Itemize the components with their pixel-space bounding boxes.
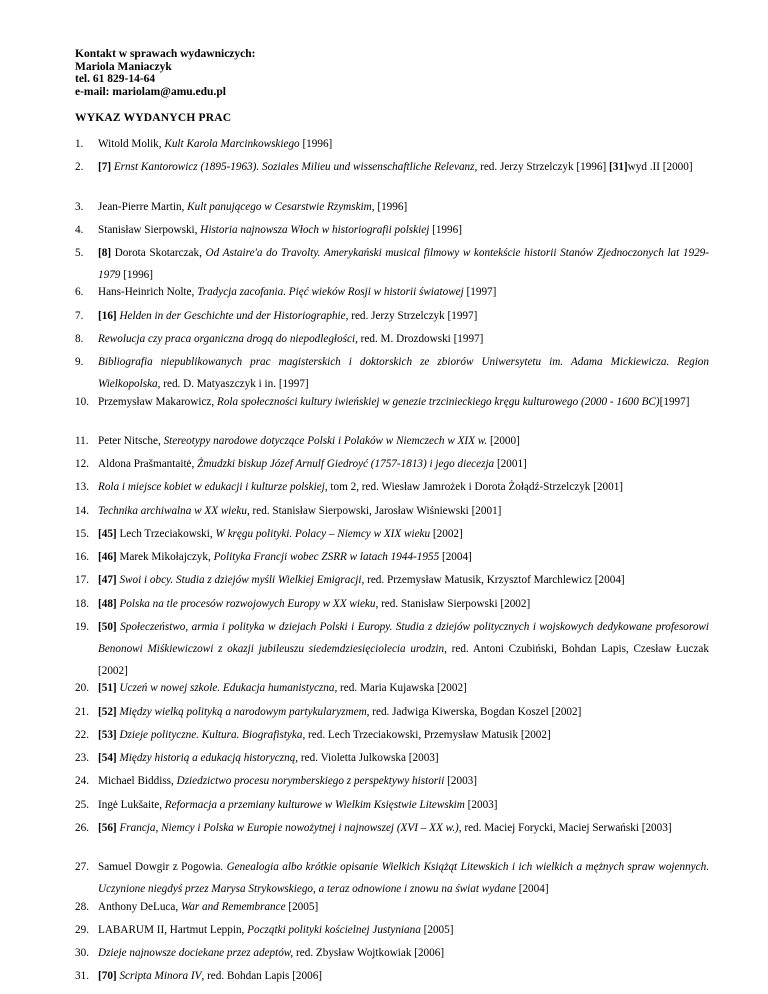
- text-segment: [2000]: [487, 435, 520, 447]
- publication-title: Swoi i obcy. Studia z dziejów myśli Wielkiej Emigracji,: [119, 574, 365, 586]
- list-item-text: [98, 391, 709, 413]
- publication-title: War and Remembrance: [180, 901, 286, 913]
- publication-title: Uczeń w nowej szkole. Edukacja humanistyczna,: [119, 682, 338, 694]
- list-item-text: [98, 453, 709, 475]
- text-segment: Peter Nitsche,: [98, 435, 164, 447]
- list-item-text: [98, 569, 709, 591]
- publication-title: Bibliografia niepublikowanych prac magisterskich i doktorskich ze zbiorów Uniwersytetu im. Adama Mickiewicza. Region Wielkopolska: [98, 356, 709, 390]
- publication-title: Scripta Minora IV: [119, 970, 202, 982]
- publication-title: Początki polityki kościelnej Justyniana: [247, 924, 421, 936]
- list-item-text: [98, 794, 709, 816]
- publication-title: Polityka Francji wobec ZSRR w latach 1944-1955: [213, 551, 440, 563]
- publication-title: Tradycja zacofania. Pięć wieków Rosji w historii światowej: [197, 286, 464, 298]
- series-number: [52]: [98, 706, 120, 718]
- list-item-text: [98, 677, 709, 699]
- list-item-text: [98, 219, 709, 241]
- list-item-number: 6.: [75, 286, 84, 298]
- list-item-text: [98, 919, 709, 941]
- text-segment: , red. Bohdan Lapis [2006]: [201, 970, 323, 982]
- list-item-number: 10.: [75, 396, 89, 408]
- list-item-text: [98, 546, 709, 568]
- list-item-number: 17.: [75, 574, 89, 586]
- series-number: [31]: [609, 161, 628, 173]
- text-segment: red. Jerzy Strzelczyk [1996]: [477, 161, 610, 173]
- list-item-text: [98, 500, 709, 522]
- contact-name: Mariola Maniaczyk: [75, 60, 172, 73]
- publication-title: Dziedzictwo procesu norymberskiego z perspektywy historii: [176, 775, 445, 787]
- list-item-number: 14.: [75, 505, 89, 517]
- publication-title: Ernst Kantorowicz (1895-1963). Soziales Milieu und wissenschaftliche Relevanz,: [113, 161, 478, 173]
- publication-title: Rola społeczności kultury iwieńskiej w genezie trzcinieckiego kręgu kulturowego (2000 - 1600 BC): [216, 396, 660, 408]
- list-item-text: [98, 328, 709, 350]
- list-item-number: 4.: [75, 224, 84, 236]
- list-item-number: 15.: [75, 528, 89, 540]
- list-item-text: [98, 523, 709, 545]
- publication-title: Dzieje polityczne. Kultura. Biografistyka,: [119, 729, 306, 741]
- list-item-number: 19.: [75, 621, 89, 633]
- publication-title: Między wielką polityką a narodowym partykularyzmem,: [119, 706, 370, 718]
- publication-title: Między historią a edukacją historyczną,: [119, 752, 299, 764]
- text-segment: Lech Trzeciakowski,: [119, 528, 216, 540]
- list-item-text: [98, 196, 709, 218]
- series-number: [56]: [98, 822, 120, 834]
- list-item-number: 20.: [75, 682, 89, 694]
- publication-title: Od Astaire'a do Travolty. Amerykański musical filmowy w kontekście historii Stanów Zjednoczonych lat 1929-1979: [98, 247, 709, 281]
- publications-heading: WYKAZ WYDANYCH PRAC: [75, 112, 232, 124]
- publication-title: Polska na tle procesów rozwojowych Europy w XX wieku,: [119, 598, 379, 610]
- series-number: [7]: [98, 161, 114, 173]
- series-number: [45]: [98, 528, 120, 540]
- series-number: [47]: [98, 574, 120, 586]
- list-item-text: [98, 351, 709, 395]
- series-number: [54]: [98, 752, 120, 764]
- text-segment: [1997]: [659, 396, 690, 408]
- publication-title: Helden in der Geschichte und der Historiographie: [119, 310, 346, 322]
- list-item-text: [98, 133, 709, 155]
- list-item-number: 24.: [75, 775, 89, 787]
- list-item-number: 11.: [75, 435, 89, 447]
- series-number: [53]: [98, 729, 120, 741]
- text-segment: Michael Biddiss,: [98, 775, 177, 787]
- publication-title: Historia najnowsza Włoch w historiografii polskiej: [200, 224, 430, 236]
- publication-title: Żmudzki biskup Józef Arnulf Giedroyć (1757-1813) i jego diecezja: [197, 458, 495, 470]
- list-item-text: [98, 616, 709, 682]
- series-number: [16]: [98, 310, 120, 322]
- list-item-number: 27.: [75, 861, 89, 873]
- text-segment: [2001]: [494, 458, 527, 470]
- list-item-number: 21.: [75, 706, 89, 718]
- text-segment: red. M. Drozdowski [1997]: [357, 333, 484, 345]
- text-segment: Ingė Lukšaite,: [98, 799, 165, 811]
- text-segment: , red. Jerzy Strzelczyk [1997]: [345, 310, 478, 322]
- publication-title: W kręgu polityki. Polacy – Niemcy w XIX wieku: [215, 528, 431, 540]
- list-item-number: 16.: [75, 551, 89, 563]
- list-item-text: [98, 305, 709, 327]
- text-segment: Anthony DeLuca,: [98, 901, 181, 913]
- text-segment: Marek Mikołajczyk,: [119, 551, 214, 563]
- text-segment: Witold Molik,: [98, 138, 165, 150]
- series-number: [8]: [98, 247, 115, 259]
- list-item-number: 9.: [75, 356, 84, 368]
- list-item-number: 2.: [75, 161, 84, 173]
- list-item-text: [98, 430, 709, 452]
- contact-phone: tel. 61 829-14-64: [75, 73, 156, 85]
- list-item-text: [98, 965, 709, 987]
- list-item-number: 1.: [75, 138, 84, 150]
- text-segment: [2005]: [285, 901, 319, 913]
- text-segment: red. Zbysław Wojtkowiak [2006]: [293, 947, 445, 959]
- text-segment: red. Violetta Julkowska [2003]: [298, 752, 439, 764]
- list-item-text: [98, 896, 709, 918]
- text-segment: Jean-Pierre Martin,: [98, 201, 188, 213]
- list-item-text: [98, 156, 709, 178]
- list-item-number: 7.: [75, 310, 84, 322]
- text-segment: , tom 2, red. Wiesław Jamrożek i Dorota Żołądź-Strzelczyk [2001]: [324, 481, 624, 493]
- text-segment: Aldona Prašmantaitė,: [98, 458, 198, 470]
- text-segment: red. Stanisław Sierpowski [2002]: [378, 598, 531, 610]
- series-number: [48]: [98, 598, 120, 610]
- contact-email: e-mail: mariolam@amu.edu.pl: [75, 85, 226, 98]
- list-item-text: [98, 242, 709, 286]
- text-segment: [1996]: [120, 269, 153, 281]
- text-segment: , red. Antoni Czubiński, Bohdan Lapis, Czesław Łuczak [2002]: [98, 643, 709, 677]
- text-segment: Stanisław Sierpowski,: [98, 224, 201, 236]
- text-segment: Przemysław Makarowicz,: [98, 396, 217, 408]
- text-segment: red. Jadwiga Kiwerska, Bogdan Koszel [2002]: [369, 706, 582, 718]
- text-segment: red. Maria Kujawska [2002]: [337, 682, 467, 694]
- text-segment: [2004]: [515, 883, 549, 895]
- list-item-text: [98, 942, 709, 964]
- contact-line-1: Kontakt w sprawach wydawniczych:: [75, 48, 256, 60]
- list-item-text: [98, 281, 709, 303]
- text-segment: red. Przemysław Matusik, Krzysztof Marchlewicz [2004]: [364, 574, 625, 586]
- list-item-number: 22.: [75, 729, 89, 741]
- list-item-number: 5.: [75, 247, 84, 259]
- publication-title: Rola i miejsce kobiet w edukacji i kulturze polskiej: [98, 481, 325, 493]
- list-item-number: 29.: [75, 924, 89, 936]
- list-item-text: [98, 747, 709, 769]
- publication-title: Rewolucja czy praca organiczna drogą do niepodległości,: [98, 333, 358, 345]
- text-segment: Hans-Heinrich Nolte,: [98, 286, 198, 298]
- text-segment: , red. D. Matyaszczyk i in. [1997]: [157, 378, 309, 390]
- text-segment: Samuel Dowgir z Pogowia.: [98, 861, 227, 873]
- list-item-number: 23.: [75, 752, 89, 764]
- publication-title: Stereotypy narodowe dotyczące Polski i Polaków w Niemczech w XIX w.: [163, 435, 488, 447]
- list-item-text: [98, 476, 709, 498]
- series-number: [46]: [98, 551, 120, 563]
- text-segment: , red. Stanisław Sierpowski, Jarosław Wiśniewski [2001]: [246, 505, 502, 517]
- text-segment: [1997]: [463, 286, 497, 298]
- text-segment: [2003]: [464, 799, 498, 811]
- publication-title: Francja, Niemcy i Polska w Europie nowożytnej i najnowszej (XVI – XX w.): [119, 822, 459, 834]
- text-segment: Dorota Skotarczak,: [114, 247, 206, 259]
- text-segment: [1996]: [299, 138, 333, 150]
- list-item-text: [98, 724, 709, 746]
- list-item-number: 13.: [75, 481, 89, 493]
- list-item-text: [98, 817, 709, 839]
- list-item-number: 18.: [75, 598, 89, 610]
- publication-title: Dzieje najnowsze dociekane przez adeptów,: [98, 947, 294, 959]
- list-item-number: 12.: [75, 458, 89, 470]
- series-number: [70]: [98, 970, 120, 982]
- text-segment: [2002]: [430, 528, 463, 540]
- text-segment: red. Lech Trzeciakowski, Przemysław Matusik [2002]: [305, 729, 551, 741]
- text-segment: wyd .II [2000]: [627, 161, 693, 173]
- list-item-text: [98, 770, 709, 792]
- list-item-number: 28.: [75, 901, 89, 913]
- text-segment: , red. Maciej Forycki, Maciej Serwański [2003]: [458, 822, 672, 834]
- text-segment: , [1996]: [371, 201, 408, 213]
- series-number: [50]: [98, 621, 121, 633]
- list-item-text: [98, 701, 709, 723]
- text-segment: [2005]: [420, 924, 454, 936]
- text-segment: [2003]: [444, 775, 477, 787]
- list-item-number: 31.: [75, 970, 89, 982]
- list-item-number: 8.: [75, 333, 84, 345]
- text-segment: [2004]: [439, 551, 472, 563]
- list-item-text: [98, 593, 709, 615]
- list-item-number: 30.: [75, 947, 89, 959]
- publication-title: Reformacja a przemiany kulturowe w Wielkim Księstwie Litewskim: [164, 799, 465, 811]
- publication-title: Kult Karola Marcinkowskiego: [164, 138, 300, 150]
- list-item-number: 25.: [75, 799, 89, 811]
- series-number: [51]: [98, 682, 120, 694]
- publication-title: Kult panującego w Cesarstwie Rzymskim: [187, 201, 372, 213]
- publication-title: Społeczeństwo, armia i polityka w dziejach Polski i Europy. Studia z dziejów politycznych i wojskowych dedykowane profesorowi Benonowi Miśkiewiczowi z okazji jubileuszu siedemdziesięciolecia urodzin: [98, 621, 709, 655]
- text-segment: [1996]: [429, 224, 462, 236]
- text-segment: LABARUM II, Hartmut Leppin,: [98, 924, 248, 936]
- list-item-number: 26.: [75, 822, 89, 834]
- list-item-text: [98, 856, 709, 900]
- publication-title: Genealogia albo krótkie opisanie Wielkich Książąt Litewskich i ich wielkich a mężnych spraw wojennych. Uczynione niegdyś przez Marysa Strykowskiego, a teraz odnowione i znowu na świat wydane: [98, 861, 710, 895]
- publication-title: Technika archiwalna w XX wieku: [98, 505, 247, 517]
- list-item-number: 3.: [75, 201, 84, 213]
